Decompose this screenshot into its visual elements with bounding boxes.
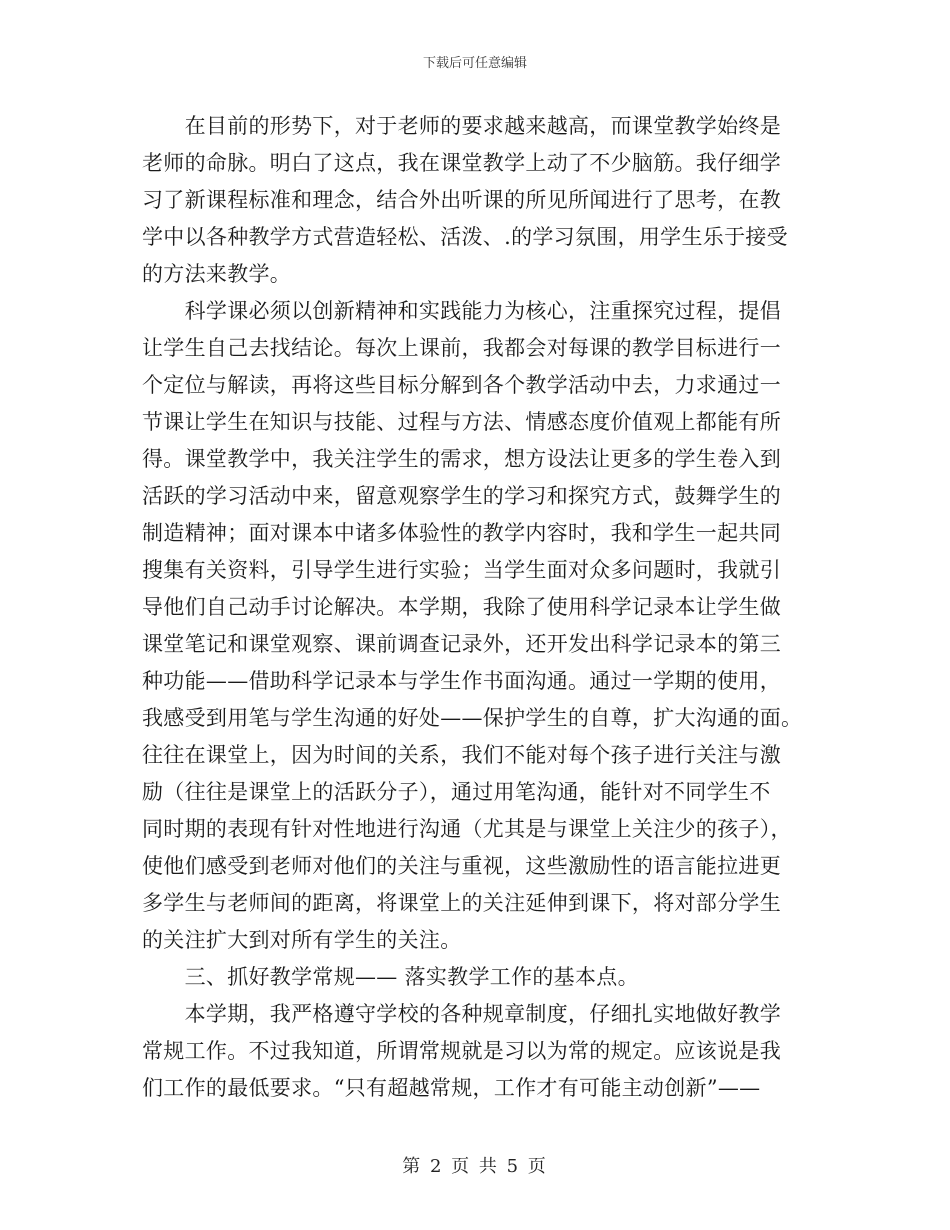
text-line: 活跃的学习活动中来，留意观察学生的学习和探究方式，鼓舞学生的 [142, 484, 781, 508]
text-line: 课堂笔记和课堂观察、课前调查记录外，还开发出科学记录本的第三 [142, 632, 781, 656]
page-header: 下载后可任意编辑 [422, 56, 527, 71]
text-line: 习了新课程标准和理念，结合外出听课的所见所闻进行了思考，在教 [142, 188, 781, 212]
text-line: 往往在课堂上，因为时间的关系，我们不能对每个孩子进行关注与激 [142, 743, 781, 767]
text-line: 老师的命脉。明白了这点，我在课堂教学上动了不少脑筋。我仔细学 [142, 151, 781, 175]
text-line: 多学生与老师间的距离，将课堂上的关注延伸到课下，将对部分学生 [142, 891, 781, 915]
text-line: 节课让学生在知识与技能、过程与方法、情感态度价值观上都能有所 [142, 410, 781, 434]
text-line: 三、抓好教学常规—— 落实教学工作的基本点。 [142, 965, 639, 989]
text-line: 本学期，我严格遵守学校的各种规章制度，仔细扎实地做好教学 [142, 1002, 781, 1026]
text-line: 导他们自己动手讨论解决。本学期，我除了使用科学记录本让学生做 [142, 595, 781, 619]
text-line: 使他们感受到老师对他们的关注与重视，这些激励性的语言能拉进更 [142, 854, 781, 878]
text-line: 种功能——借助科学记录本与学生作书面沟通。通过一学期的使用， [142, 669, 781, 693]
text-line: 在目前的形势下，对于老师的要求越来越高，而课堂教学始终是 [142, 114, 781, 138]
text-line: 科学课必须以创新精神和实践能力为核心，注重探究过程，提倡 [142, 299, 781, 323]
text-line: 我感受到用笔与学生沟通的好处——保护学生的自尊，扩大沟通的面。 [142, 706, 803, 730]
text-line: 们工作的最低要求。“只有超越常规，工作才有可能主动创新”—— [142, 1076, 761, 1100]
text-line: 常规工作。不过我知道，所谓常规就是习以为常的规定。应该说是我 [142, 1039, 781, 1063]
text-line: 制造精神；面对课本中诸多体验性的教学内容时，我和学生一起共同 [142, 521, 781, 545]
text-line: 同时期的表现有针对性地进行沟通（尤其是与课堂上关注少的孩子）， [142, 817, 792, 841]
text-line: 的关注扩大到对所有学生的关注。 [142, 928, 462, 952]
text-line: 的方法来教学。 [142, 262, 292, 286]
page-footer: 第 2 页 共 5 页 [402, 1156, 548, 1177]
document-body [142, 108, 802, 1107]
text-line: 学中以各种教学方式营造轻松、活泼、.的学习氛围，用学生乐于接受 [142, 225, 788, 249]
text-line: 励（往往是课堂上的活跃分子），通过用笔沟通，能针对不同学生不 [142, 780, 771, 804]
text-line: 个定位与解读，再将这些目标分解到各个教学活动中去，力求通过一 [142, 373, 781, 397]
text-line: 搜集有关资料，引导学生进行实验；当学生面对众多问题时，我就引 [142, 558, 781, 582]
text-line: 让学生自己去找结论。每次上课前，我都会对每课的教学目标进行一 [142, 336, 781, 360]
text-line: 得。课堂教学中，我关注学生的需求，想方设法让更多的学生卷入到 [142, 447, 781, 471]
